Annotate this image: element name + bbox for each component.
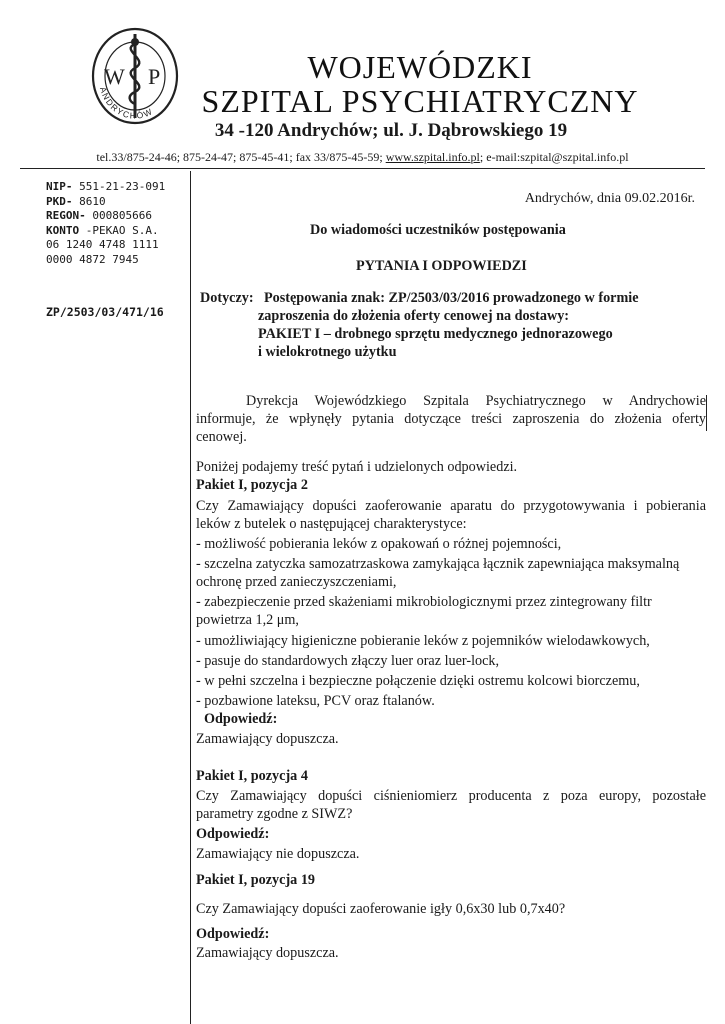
- account-line1: 06 1240 4748 1111: [46, 238, 159, 251]
- q2-answer-label: Odpowiedź:: [196, 826, 270, 842]
- q3-line1: Czy Zamawiający dopuści zaoferowanie igły 0,6x30 lub 0,7x40?: [196, 901, 566, 917]
- q1-item: - możliwość pobierania leków z opakowań o różnej pojemności,: [196, 536, 562, 552]
- header-divider: [20, 168, 705, 169]
- q1-item: - pozbawione lateksu, PCV oraz ftalanów.: [196, 693, 435, 709]
- registry-block: [46, 180, 165, 267]
- addressee: Do wiadomości uczestników postępowania: [310, 222, 566, 238]
- q1-item: - pasuje do standardowych złączy luer oraz luer-lock,: [196, 653, 500, 669]
- q1-item: - zabezpieczenie przed skażeniami mikrobiologicznymi przez zintegrowany filtr: [196, 594, 652, 610]
- subject-line2: zaproszenia do złożenia oferty cenowej na dostawy:: [258, 308, 570, 324]
- intro-line3: cenowej.: [196, 429, 247, 445]
- subject-line3: PAKIET I – drobnego sprzętu medycznego jednorazowego: [258, 326, 613, 342]
- q1-line2: leków z butelek o następującej charakterystyce:: [196, 516, 467, 532]
- contact-email: ; e-mail:szpital@szpital.info.pl: [479, 150, 629, 164]
- logo-letter-p: P: [148, 64, 161, 89]
- logo-letter-w: W: [104, 64, 125, 89]
- q1-answer-label: Odpowiedź:: [204, 711, 278, 727]
- nip-label: NIP-: [46, 180, 73, 193]
- reference-number: ZP/2503/03/471/16: [46, 305, 164, 319]
- nip-row: [46, 180, 165, 195]
- q3-answer: Zamawiający dopuszcza.: [196, 945, 339, 961]
- pkd-row: [46, 195, 165, 210]
- subject-line4: i wielokrotnego użytku: [258, 344, 397, 360]
- intro-line1: Dyrekcja Wojewódzkiego Szpitala Psychiatrycznego w Andrychowie: [246, 393, 706, 409]
- regon-value: 000805666: [85, 209, 152, 222]
- document-heading: PYTANIA I ODPOWIEDZI: [356, 258, 527, 274]
- q2-line2: parametry zgodne z SIWZ?: [196, 806, 353, 822]
- intro-line2: informuje, że wpłynęły pytania dotyczące treści zaproszenia do złożenia oferty: [196, 411, 706, 427]
- regon-label: REGON-: [46, 209, 86, 222]
- q2-title: Pakiet I, pozycja 4: [196, 768, 308, 784]
- konto-label: KONTO: [46, 223, 80, 237]
- nip-value: 551-21-23-091: [72, 180, 166, 193]
- contact-phones: tel.33/875-24-46; 875-24-47; 875-45-41; fax 33/875-45-59;: [96, 150, 386, 164]
- q1-title: Pakiet I, pozycja 2: [196, 477, 308, 493]
- website-link[interactable]: www.szpital.info.pl: [385, 150, 480, 164]
- hospital-address: 34 -120 Andrychów; ul. J. Dąbrowskiego 19: [214, 120, 568, 141]
- column-divider: [190, 171, 191, 1024]
- konto-row: [46, 224, 165, 239]
- logo-ring-text: ANDRYCHÓW: [97, 85, 155, 121]
- q1-line1: Czy Zamawiający dopuści zaoferowanie aparatu do przygotowywania i pobierania: [196, 498, 706, 514]
- subject-label: Dotyczy:: [200, 290, 254, 306]
- konto-value: -PEKAO S.A.: [79, 223, 159, 237]
- contact-line: [20, 150, 705, 165]
- q1-item-cont: powietrza 1,2 μm,: [196, 612, 299, 628]
- account-line2: 0000 4872 7945: [46, 252, 139, 266]
- subject-line1: Postępowania znak: ZP/2503/03/2016 prowadzonego w formie: [264, 290, 639, 306]
- hospital-logo: [90, 26, 180, 126]
- svg-text:ANDRYCHÓW: [98, 86, 155, 121]
- q1-item-cont: ochronę przed zanieczyszczeniami,: [196, 574, 397, 590]
- right-margin-mark: [706, 395, 707, 431]
- q1-answer: Zamawiający dopuszcza.: [196, 731, 339, 747]
- q1-item: - szczelna zatyczka samozatrzaskowa zamykająca łącznik zapewniająca maksymalną: [196, 556, 680, 572]
- regon-row: [46, 209, 165, 224]
- pkd-label: PKD-: [46, 194, 73, 208]
- q1-item: - umożliwiający higieniczne pobieranie leków z pojemników wielodawkowych,: [196, 633, 650, 649]
- q2-line1: Czy Zamawiający dopuści ciśnieniomierz producenta z poza europy, pozostałe: [196, 788, 706, 804]
- hospital-name-line2: SZPITAL PSYCHIATRYCZNY: [201, 83, 639, 119]
- date-line: Andrychów, dnia 09.02.2016r.: [524, 191, 695, 206]
- q1-item: - w pełni szczelna i bezpieczne połączenie dzięki ostremu kolcowi biorczemu,: [196, 673, 640, 689]
- q3-title: Pakiet I, pozycja 19: [196, 872, 316, 888]
- q3-answer-label: Odpowiedź:: [196, 926, 270, 942]
- lead-in: Poniżej podajemy treść pytań i udzielonych odpowiedzi.: [196, 459, 518, 475]
- pkd-value: 8610: [72, 194, 106, 208]
- hospital-name-line1: WOJEWÓDZKI: [307, 49, 533, 85]
- q2-answer: Zamawiający nie dopuszcza.: [196, 846, 360, 862]
